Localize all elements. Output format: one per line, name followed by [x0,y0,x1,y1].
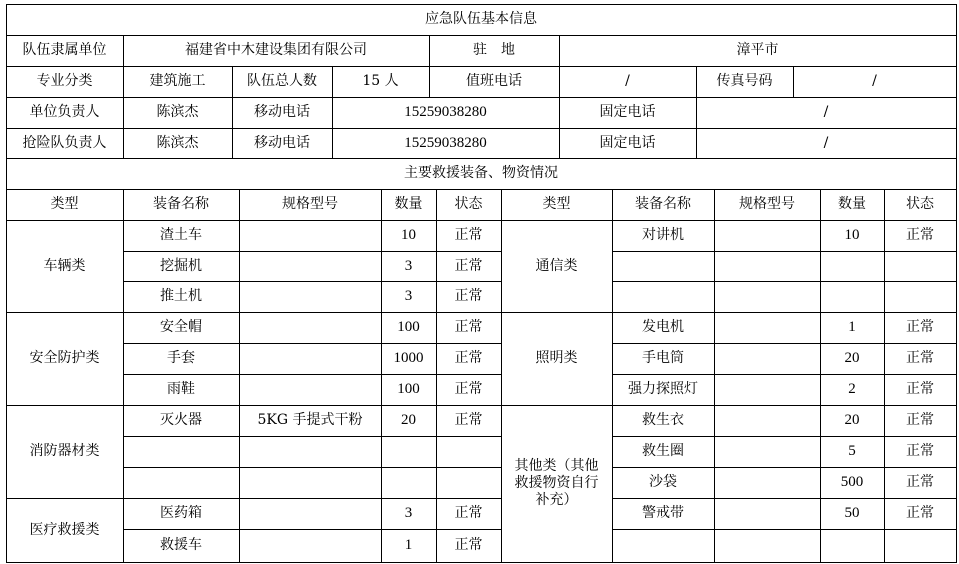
headcount-label: 队伍总人数 [247,73,317,89]
duty-phone-label: 值班电话 [466,73,522,89]
equipment-spec [239,220,381,251]
equipment-qty: 500 [840,474,864,490]
column-header-type: 类型 [542,196,571,212]
grid-line [793,66,794,98]
team-head-label: 抢险队负责人 [22,134,107,151]
column-header-type: 类型 [50,196,79,212]
grid-line [612,251,957,252]
unit-head-fixed-label: 固定电话 [599,104,656,120]
equipment-qty [820,529,884,562]
grid-line [6,128,957,129]
equipment-status: 正常 [906,474,934,490]
specialty-value: 建筑施工 [149,73,206,89]
team-head-mobile: 15259038280 [404,134,487,151]
equipment-name: 强力探照灯 [628,381,698,397]
team-head-name: 陈滨杰 [156,134,199,151]
equipment-spec [239,529,381,562]
equipment-status [884,251,956,281]
grid-line [6,97,957,98]
equipment-type: 安全防护类 [29,350,100,366]
equipment-name: 手电筒 [642,350,684,366]
unit-label: 队伍隶属单位 [22,42,107,58]
equipment-spec: 5KG 手提式干粉 [257,412,363,428]
team-head-mobile-label: 移动电话 [254,134,310,151]
equipment-qty: 100 [397,381,420,397]
equipment-type: 医疗救援类 [29,521,100,538]
equipment-spec [239,498,381,529]
grid-line [6,35,957,36]
equipment-name [612,281,714,312]
grid-line [6,66,957,67]
grid-line [123,529,502,530]
equipment-qty: 5 [848,443,856,459]
equipment-spec [714,405,820,436]
equipment-status: 正常 [906,319,934,335]
fax-label: 传真号码 [716,73,773,89]
equipment-name: 渣土车 [160,227,202,243]
grid-line [123,343,502,344]
unit-head-label: 单位负责人 [29,104,100,120]
unit-head-mobile: 15259038280 [404,104,487,120]
grid-line [696,66,697,98]
column-header-qty: 数量 [838,196,866,212]
grid-line [612,374,957,375]
unit-head-name: 陈滨杰 [156,104,199,120]
grid-line [429,35,430,67]
equipment-spec [714,436,820,467]
equipment-name: 雨鞋 [167,381,195,397]
equipment-spec [714,281,820,312]
equipment-name [123,436,239,467]
equipment-name: 救生衣 [642,412,684,428]
grid-line [123,436,502,437]
fax-value: / [872,73,877,89]
equipment-spec [714,343,820,374]
equipment-qty [381,436,436,467]
equipment-spec [714,467,820,498]
equipment-status: 正常 [906,505,934,521]
column-header-name: 装备名称 [153,196,209,212]
equipment-status [884,281,956,312]
equipment-status: 正常 [454,412,483,428]
column-header-spec: 规格型号 [739,196,795,212]
equipment-qty: 3 [404,288,413,304]
grid-line [6,562,502,563]
grid-line [123,251,502,252]
equipment-status [884,529,956,562]
column-header-name: 装备名称 [635,196,691,212]
equipment-status: 正常 [454,257,483,274]
grid-line [612,467,957,468]
grid-line [559,66,560,98]
grid-line [123,97,124,159]
equipment-spec [714,220,820,251]
equipment-qty: 10 [844,227,860,243]
equipment-name: 对讲机 [642,227,684,243]
equipment-status: 正常 [906,443,934,459]
grid-line [123,467,502,468]
grid-line [612,343,957,344]
grid-line [123,281,502,282]
equipment-name [612,529,714,562]
equipment-qty: 20 [401,412,416,428]
grid-line [6,4,957,5]
equipment-name: 警戒带 [642,505,684,521]
equipment-status: 正常 [454,505,483,521]
equipment-qty [381,467,436,498]
equipment-name: 推土机 [160,288,202,304]
grid-line [612,436,957,437]
equipment-name: 挖掘机 [160,257,202,274]
grid-line [232,66,233,98]
equipment-spec [714,374,820,405]
grid-line [612,498,957,499]
station-value: 漳平市 [736,42,779,58]
equipment-status: 正常 [454,288,483,304]
equipment-qty: 50 [844,505,860,521]
equipment-status: 正常 [454,319,483,335]
column-header-status: 状态 [906,196,934,212]
specialty-label: 专业分类 [36,73,93,89]
grid-line [123,374,502,375]
equipment-qty: 20 [844,350,860,366]
equipment-spec [239,374,381,405]
column-header-spec: 规格型号 [282,196,338,212]
grid-line [123,35,124,67]
equipment-name: 安全帽 [160,319,202,335]
equipment-status: 正常 [454,227,483,243]
equipment-status [436,467,501,498]
grid-line [123,66,124,98]
equipment-spec [714,498,820,529]
equipment-qty [820,281,884,312]
unit-head-mobile-label: 移动电话 [254,104,310,120]
equipment-type: 通信类 [535,257,578,274]
equipment-spec [239,343,381,374]
equipment-qty: 2 [848,381,856,397]
equipment-qty: 10 [401,227,416,243]
equipment-qty: 1 [848,319,856,335]
equipment-name: 救生圈 [642,443,684,459]
equipment-type: 车辆类 [43,257,86,274]
equipment-name [123,467,239,498]
equipment-qty: 100 [397,319,420,335]
equipment-status [436,436,501,467]
equipment-type: 消防器材类 [29,443,100,459]
equipment-qty: 1000 [393,350,424,366]
equipment-status: 正常 [906,412,934,428]
equipment-name: 医药箱 [160,505,202,521]
equipment-status: 正常 [454,537,483,553]
grid-line [232,97,233,159]
equipment-name: 救援车 [160,537,202,553]
equipment-type: 照明类 [535,350,578,366]
grid-line [6,158,957,159]
equipment-spec [714,529,820,562]
grid-line [612,281,957,282]
emergency-team-info-table [6,4,956,562]
grid-line [696,97,697,159]
equipment-status: 正常 [454,381,483,397]
unit-head-fixed: / [823,104,829,120]
headcount-value: 15 人 [362,73,399,89]
equipment-qty: 1 [404,537,413,553]
grid-line [559,97,560,159]
grid-line [429,66,430,98]
table-title: 应急队伍基本信息 [425,11,537,27]
equipment-name: 灭火器 [160,412,202,428]
equipment-type: 其他类（其他救援物资自行补充） [514,458,599,508]
equipment-qty: 20 [844,412,860,428]
column-header-qty: 数量 [394,196,423,212]
team-head-fixed: / [823,134,829,151]
equipment-spec [239,436,381,467]
equipment-name [612,251,714,281]
grid-line [332,97,333,159]
equipment-spec [239,467,381,498]
equipment-status: 正常 [454,350,483,366]
equipment-status: 正常 [906,227,934,243]
equipment-name: 沙袋 [649,474,677,490]
equipment-qty: 3 [404,505,413,521]
equipment-qty [820,251,884,281]
grid-line [501,562,957,563]
equipment-status: 正常 [906,381,934,397]
equipment-name: 手套 [167,350,195,366]
equipment-spec [714,312,820,343]
equipment-spec [714,251,820,281]
equipment-spec [239,312,381,343]
grid-line [559,35,560,67]
column-header-status: 状态 [454,196,483,212]
equipment-name: 发电机 [642,319,684,335]
equipment-section-title: 主要救援装备、物资情况 [404,165,558,181]
grid-line [612,529,957,530]
grid-line [332,66,333,98]
equipment-status: 正常 [906,350,934,366]
equipment-spec [239,281,381,312]
team-head-fixed-label: 固定电话 [599,134,656,151]
station-label: 驻 地 [473,42,515,58]
equipment-spec [239,251,381,281]
equipment-qty: 3 [404,257,413,274]
grid-line [956,189,957,563]
unit-value: 福建省中木建设集团有限公司 [185,42,367,58]
duty-phone-value: / [625,73,630,89]
